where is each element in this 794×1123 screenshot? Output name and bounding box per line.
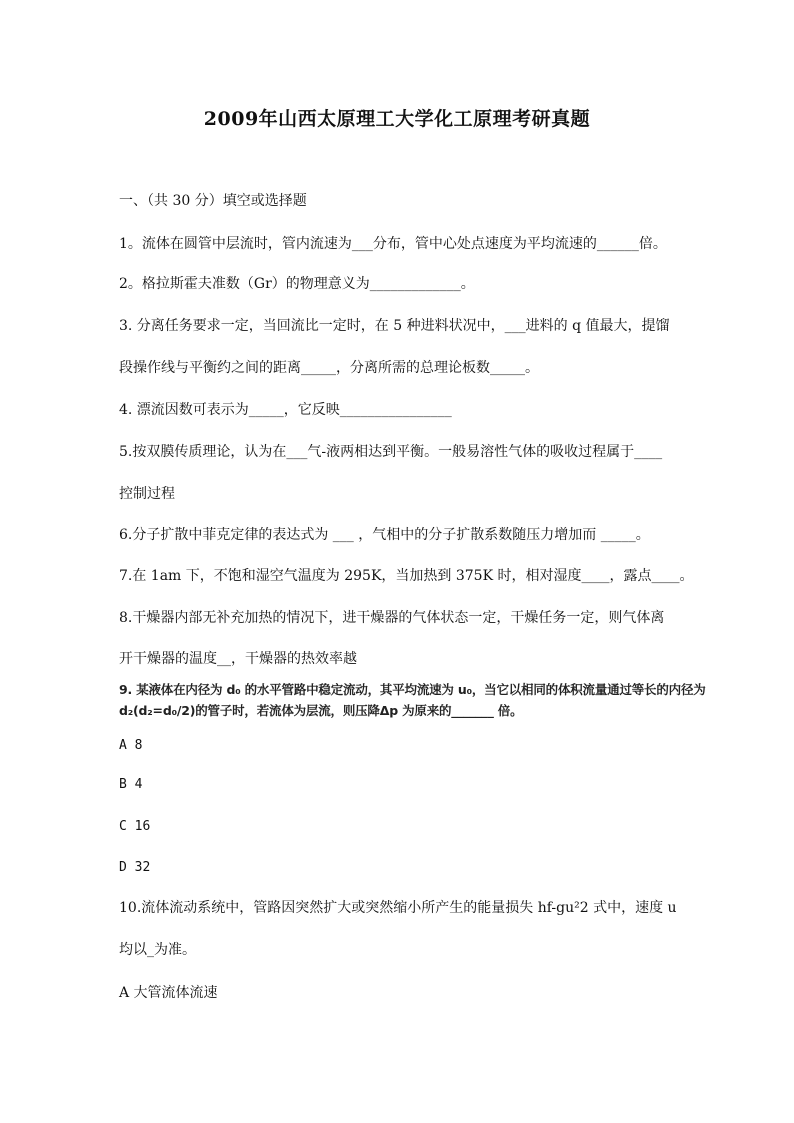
question-8-line-1: 8.干燥器内部无补充加热的情况下，进干燥器的气体状态一定，干燥任务一定，则气体离 — [119, 610, 665, 626]
question-8-line-2: 开干燥器的温度__，干燥器的热效率越 — [119, 651, 357, 667]
question-1: 1。流体在圆管中层流时，管内流速为___分布，管中心处点速度为平均流速的______倍。 — [119, 236, 667, 252]
question-9-option-a: A 8 — [119, 738, 143, 753]
question-4: 4. 漂流因数可表示为_____，它反映________________ — [119, 402, 452, 418]
question-9-option-b: B 4 — [119, 777, 143, 792]
question-10-line-1: 10.流体流动系统中，管路因突然扩大或突然缩小所产生的能量损失 hf-gu²2 式中，速度 u — [119, 900, 677, 916]
section-heading: 一、（共 30 分）填空或选择题 — [119, 193, 307, 209]
question-9-option-d: D 32 — [119, 860, 151, 875]
question-10-line-2: 均以_为准。 — [119, 942, 196, 958]
question-2: 2。格拉斯霍夫准数（Gr）的物理意义为_____________。 — [119, 276, 475, 292]
question-9-line-1: 9. 某液体在内径为 d₀ 的水平管路中稳定流动，其平均流速为 u₀，当它以相同的体积流量通过等长的内径为 — [119, 682, 706, 697]
question-10-option-a: A 大管流体流速 — [119, 985, 218, 1001]
question-9-option-c: C 16 — [119, 819, 151, 834]
question-5-line-1: 5.按双膜传质理论，认为在___气-液两相达到平衡。一般易溶性气体的吸收过程属于____ — [119, 444, 663, 460]
page-title: 2009年山西太原理工大学化工原理考研真题 — [203, 108, 591, 130]
question-7: 7.在 1am 下，不饱和湿空气温度为 295K，当加热到 375K 时，相对湿度____，露点____。 — [119, 568, 694, 584]
question-9-line-2: d₂(d₂=d₀/2)的管子时，若流体为层流，则压降Δp 为原来的_______ 倍。 — [119, 703, 523, 718]
question-3-line-2: 段操作线与平衡约之间的距离_____，分离所需的总理论板数_____。 — [119, 360, 539, 376]
question-6: 6.分子扩散中菲克定律的表达式为 ___ ，气相中的分子扩散系数随压力增加而 _____。 — [119, 527, 650, 543]
question-3-line-1: 3. 分离任务要求一定，当回流比一定时，在 5 种进料状况中，___进料的 q 值最大，提馏 — [119, 318, 670, 334]
question-5-line-2: 控制过程 — [119, 486, 175, 502]
